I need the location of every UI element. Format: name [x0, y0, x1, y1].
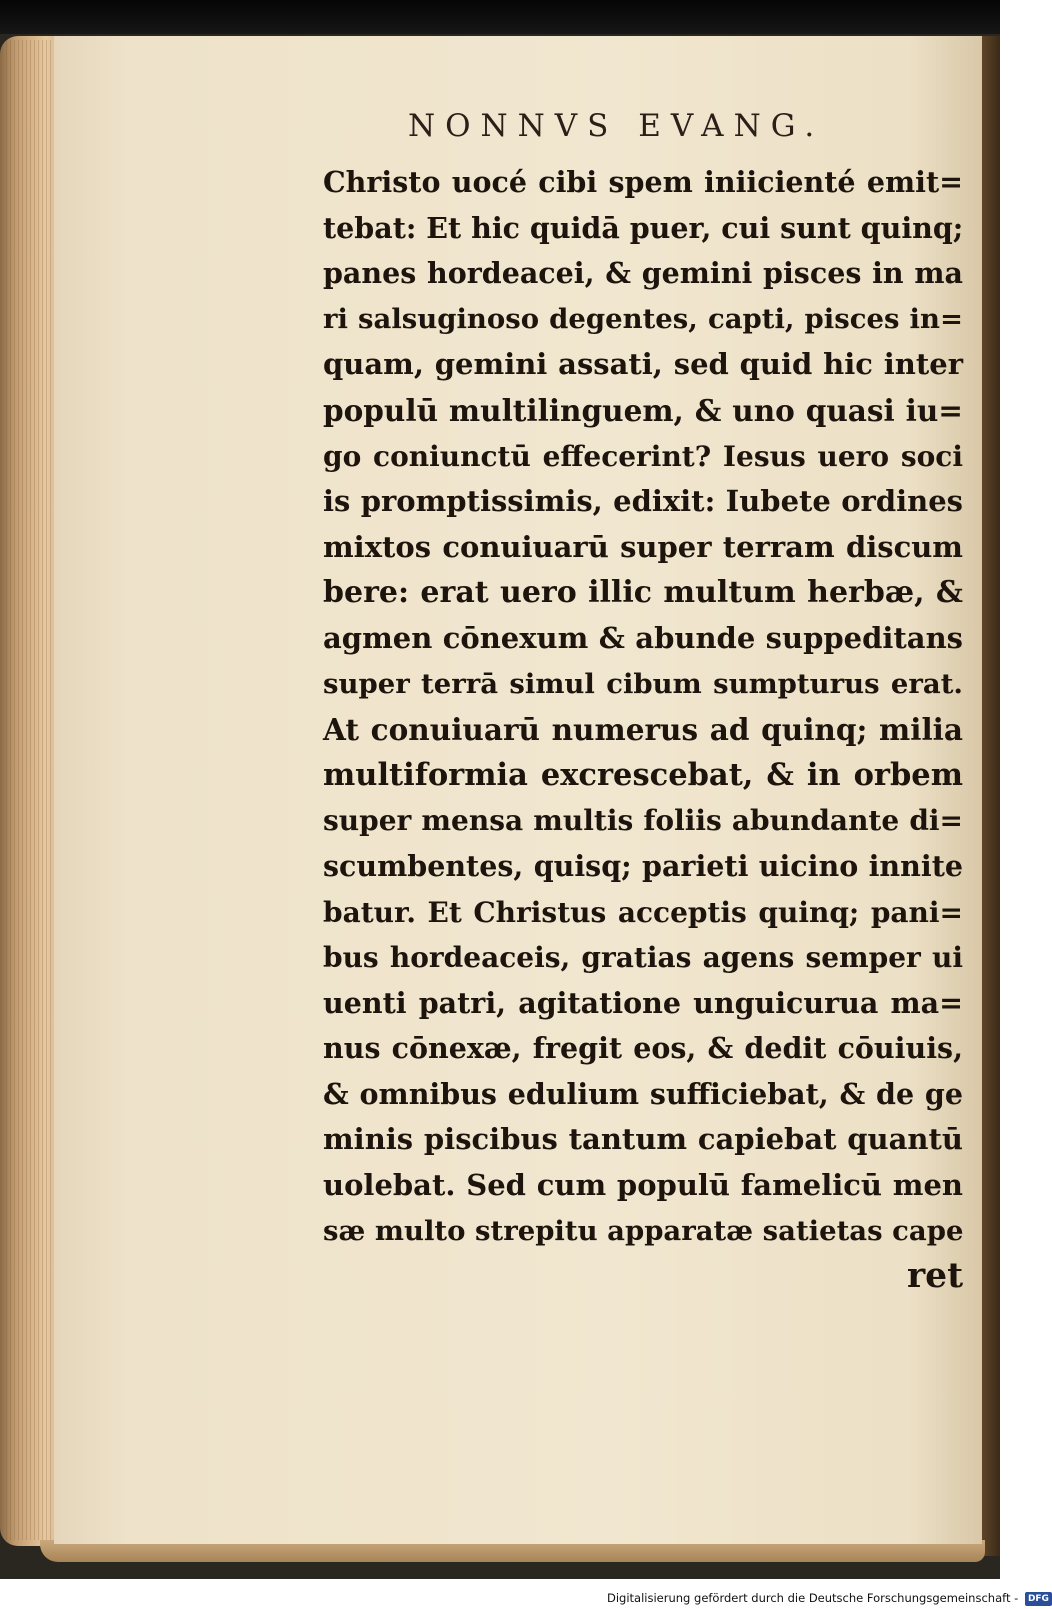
text-line: uolebat. Sed cum populū famelicū men: [323, 1168, 963, 1203]
text-line: populū multilinguem, & uno quasi iu=: [323, 392, 963, 428]
text-line: batur. Et Christus acceptis quinq; pani=: [323, 895, 963, 929]
text-line: Christo uocé cibi spem iniicienté emit=: [323, 165, 963, 199]
credit-text: Digitalisierung gefördert durch die Deutsche Forschungsgemeinschaft -: [607, 1591, 1019, 1605]
text-line: tebat: Et hic quidā puer, cui sunt quinq;: [323, 210, 964, 245]
text-line: super mensa multis foliis abundante di=: [323, 804, 963, 838]
text-line: nus cōnexæ, fregit eos, & dedit cōuiuis,: [323, 1031, 963, 1066]
text-line: quam, gemini assati, sed quid hic inter: [323, 347, 963, 382]
text-line: multiformia excrescebat, & in orbem: [323, 756, 963, 793]
fore-edge-texture: [6, 40, 52, 1540]
text-line: bus hordeaceis, gratias agens semper ui: [323, 941, 963, 975]
text-line: minis piscibus tantum capiebat quantū: [323, 1122, 963, 1157]
dfg-logo: DFG: [1025, 1592, 1052, 1606]
text-line: super terrā simul cibum sumpturus erat.: [323, 667, 963, 700]
text-line: scumbentes, quisq; parieti uicino innite: [323, 848, 963, 883]
text-line: panes hordeacei, & gemini pisces in ma: [323, 256, 963, 291]
running-head: NONNVS EVANG.: [408, 108, 825, 144]
text-line: At conuiuarū numerus ad quinq; milia: [323, 712, 963, 748]
text-line: mixtos conuiuarū super terram discum: [323, 529, 963, 564]
text-line: is promptissimis, edixit: Iubete ordines: [323, 484, 963, 519]
text-line: uenti patri, agitatione unguicurua ma=: [323, 985, 963, 1020]
text-block: [323, 160, 963, 1300]
text-line: sæ multo strepitu apparatæ satietas cape: [323, 1214, 964, 1247]
text-line: go coniunctū effecerint? Iesus uero soci: [323, 439, 963, 473]
digitization-credit: [607, 1589, 1049, 1609]
text-line: & omnibus edulium sufficiebat, & de ge: [323, 1076, 963, 1111]
text-line: ri salsuginoso degentes, capti, pisces in=: [323, 302, 963, 335]
text-line: agmen cōnexum & abunde suppeditans: [323, 620, 963, 655]
catchword: ret: [906, 1256, 963, 1297]
text-line: bere: erat uero illic multum herbæ, &: [323, 575, 963, 611]
